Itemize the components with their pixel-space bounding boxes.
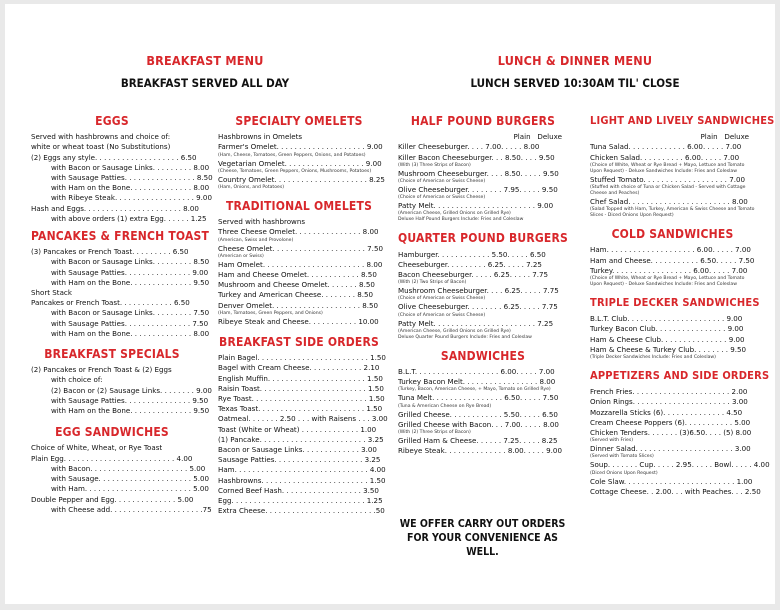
menu-note: (Served with Tomato Slices) [590, 454, 654, 460]
half-pound-section [398, 116, 568, 223]
menu-line: (2) Eggs any style. . . . . . . . . . . . . . . . . . . 6.50 [31, 152, 197, 162]
traditional-omelets-title: TRADITIONAL OMELETS [225, 199, 373, 214]
menu-line: Grilled Ham & Cheese. . . . . . 7.25. . . . . 8.25 [398, 436, 558, 446]
omelets-column [218, 114, 388, 517]
menu-line: Served with hashbrowns and choice of: [31, 132, 171, 142]
menu-line: Country Omelet. . . . . . . . . . . . . . . . . . . . . 8.25 [218, 174, 385, 184]
menu-line: Turkey and American Cheese. . . . . . . . 8.50 [218, 290, 374, 300]
light-items [590, 142, 755, 219]
menu-note: (Ham, Cheese, Tomatoes, Green Peppers, Onions, and Potatoes) [218, 152, 366, 158]
menu-line: Ham and Cheese Omelet. . . . . . . . . . . . 8.50 [218, 270, 377, 280]
menu-note: (With (2) Three Strips of Bacon) [398, 430, 471, 436]
triple-items [590, 314, 755, 361]
menu-line: with Sausage. . . . . . . . . . . . . . . . . . . . . 5.00 [51, 474, 210, 484]
menu-line: Grilled Cheese. . . . . . . . . . . . 5.50. . . . . 6.50 [398, 409, 558, 419]
menu-note: (Salad Topped with Ham, Turkey, American & Swiss Cheese and Tomato Slices - Diced Onions Upon Request) [590, 207, 755, 219]
half-pound-column-header: Plain Deluxe [513, 132, 562, 142]
menu-line: with Ribeye Steak. . . . . . . . . . . . . . . . . . 9.00 [51, 193, 212, 203]
menu-line: Ribeye Steak and Cheese. . . . . . . . . . . 10.00 [218, 316, 379, 326]
menu-note: (Cheese, Tomatoes, Green Peppers, Onions, Mushrooms, Potatoes) [218, 168, 372, 174]
menu-note: (Turkey, Bacon, American Cheese, + Mayo, Tomato on Grilled Rye) [398, 387, 551, 393]
breakfast-column [31, 114, 213, 515]
menu-line: Extra Cheese. . . . . . . . . . . . . . . . . . . . . . . . .50 [218, 506, 385, 516]
sandwiches-items [398, 367, 568, 456]
menu-line: Mushroom and Cheese Omelet. . . . . . . 8.50 [218, 280, 375, 290]
menu-line: Sausage Patties. . . . . . . . . . . . . . . . . . . . 3.25 [218, 455, 381, 465]
menu-line: with Bacon or Sausage Links. . . . . . . . . 7.50 [51, 308, 210, 318]
menu-line: with Cheese add. . . . . . . . . . . . . . . . . . . . .75 [51, 504, 212, 514]
menu-line: Double Pepper and Egg. . . . . . . . . . . . . . 5.00 [31, 494, 194, 504]
carry-out-line-2: FOR YOUR CONVENIENCE AS WELL. [407, 532, 558, 558]
menu-line: Tuna Salad. . . . . . . . . . . . . 6.00. . . . . 7.00 [590, 142, 742, 152]
menu-page [5, 4, 775, 604]
menu-line: with Sausage Patties. . . . . . . . . . . . . . . 9.50 [51, 395, 209, 405]
side-orders-section [218, 335, 388, 516]
burgers-column [398, 116, 568, 456]
menu-line: (3) Pancakes or French Toast. . . . . . . . . 6.50 [31, 247, 189, 257]
menu-line: Grilled Cheese with Bacon. . . 7.00. . . . . 8.00 [398, 419, 559, 429]
side-orders-title: BREAKFAST SIDE ORDERS [219, 335, 379, 350]
menu-note: (Ham, Onions, and Potatoes) [218, 185, 285, 191]
menu-line: Cream Cheese Poppers (6). . . . . . . . . . . 5.00 [590, 417, 751, 427]
menu-line: Killer Cheeseburger. . . . 7.00. . . . . 8.00 [398, 142, 540, 152]
menu-line: with Sausage Patties. . . . . . . . . . . . . . . 7.50 [51, 318, 209, 328]
menu-line: white or wheat toast (No Substitutions) [31, 142, 171, 152]
light-column-header: Plain Deluxe [700, 132, 749, 142]
triple-title: TRIPLE DECKER SANDWICHES [590, 296, 760, 310]
breakfast-served-note: BREAKFAST SERVED ALL DAY [120, 76, 290, 90]
light-title: LIGHT AND LIVELY SANDWICHES [590, 114, 775, 127]
pancakes-items [31, 247, 210, 339]
menu-line: French Fries. . . . . . . . . . . . . . . . . . . . . . 2.00 [590, 387, 748, 397]
menu-line: Cheeseburger. . . . . . . . . 6.25. . . . . 7.25 [398, 259, 542, 269]
menu-note: (Choice of American or Swiss Cheese) [398, 296, 486, 302]
menu-line: Mozzarella Sticks (6). . . . . . . . . . . . . . 4.50 [590, 407, 743, 417]
egg-sandwiches-section [31, 425, 212, 515]
menu-line: Chicken Salad. . . . . . . . . . 6.00. . . . . 7.00 [590, 152, 740, 162]
menu-line: Cheese Omelet. . . . . . . . . . . . . . . . . . . . . 7.50 [218, 243, 383, 253]
sandwiches-title: SANDWICHES [440, 348, 526, 363]
menu-line: B.L.T. Club. . . . . . . . . . . . . . . . . . . . . . 9.00 [590, 314, 743, 324]
menu-line: Turkey Bacon Melt. . . . . . . . . . . . . . . . . 8.00 [398, 377, 556, 387]
menu-line: Choice of White, Wheat, or Rye Toast [31, 443, 163, 453]
menu-line: Onion Rings. . . . . . . . . . . . . . . . . . . . . . 3.00 [590, 397, 748, 407]
traditional-omelets-section [218, 199, 383, 327]
menu-note: (With (2) Two Strips of Bacon) [398, 280, 467, 286]
menu-line: with Ham on the Bone. . . . . . . . . . . . . . 9.50 [51, 277, 210, 287]
menu-line: Short Stack [31, 288, 72, 298]
menu-note: (Tuna & American Cheese on Rye Bread) [398, 403, 492, 409]
menu-line: Cole Slaw. . . . . . . . . . . . . . . . . . . . . . . . . 1.00 [590, 476, 753, 486]
menu-line: Hashbrowns in Omelets [218, 132, 303, 142]
menu-line: with Ham. . . . . . . . . . . . . . . . . . . . . . . . 5.00 [51, 484, 209, 494]
traditional-omelets-items [218, 217, 383, 327]
menu-note: (Choice of White, Wheat or Rye Bread + Mayo, Lettuce and Tomato Upon Request) - Deluxe Sandwiches Include: Fries and Coleslaw [590, 162, 745, 174]
menu-line: with Bacon or Sausage Links. . . . . . . . . 8.00 [51, 162, 210, 172]
carry-out-notice [390, 517, 575, 559]
menu-line: Texas Toast. . . . . . . . . . . . . . . . . . . . . . . . 1.50 [218, 404, 383, 414]
menu-line: Pancakes or French Toast. . . . . . . . . . . . 6.50 [31, 298, 190, 308]
menu-line: Farmer's Omelet. . . . . . . . . . . . . . . . . . . . 9.00 [218, 142, 383, 152]
menu-line: Ham. . . . . . . . . . . . . . . . . . . . . . . . . . . . . . 4.00 [218, 465, 386, 475]
cold-items [590, 245, 755, 288]
lunch-served-note: LUNCH SERVED 10:30AM TIL' CLOSE [470, 76, 680, 90]
menu-line: B.L.T. . . . . . . . . . . . . . . . . . . 6.00. . . . . 7.00 [398, 367, 555, 377]
menu-line: Ham & Cheese & Turkey Club. . . . . . . . 9.50 [590, 344, 747, 354]
menu-line: with choice of: [51, 375, 103, 385]
appetizers-items [590, 387, 770, 497]
menu-line: with Sausage Patties. . . . . . . . . . . . . . . . 8.50 [51, 173, 213, 183]
eggs-title: EGGS [95, 114, 129, 128]
half-pound-items [398, 142, 568, 223]
appetizers-section [590, 369, 770, 497]
menu-line: Mushroom Cheeseburger. . . . 8.50. . . . . 9.50 [398, 168, 559, 178]
menu-line: Bacon or Sausage Links. . . . . . . . . . . . . 3.00 [218, 445, 377, 455]
specialty-omelets-items [218, 132, 385, 191]
lunch-menu-title: LUNCH & DINNER MENU [497, 53, 653, 68]
menu-line: Corned Beef Hash. . . . . . . . . . . . . . . . . . 3.50 [218, 485, 379, 495]
cold-section [590, 229, 755, 288]
menu-line: Olive Cheeseburger. . . . . . . . 6.25. . . . . 7.75 [398, 302, 558, 312]
pancakes-section [31, 229, 210, 339]
menu-line: Rye Toast. . . . . . . . . . . . . . . . . . . . . . . . . . 1.50 [218, 394, 385, 404]
menu-line: Bacon Cheeseburger. . . . . 6.25. . . . . 7.75 [398, 270, 549, 280]
quarter-pound-title: QUARTER POUND BURGERS [398, 231, 568, 246]
menu-note: (Triple Decker Sandwiches Include: Fries and Coleslaw) [590, 355, 716, 361]
menu-line: with Bacon or Sausage Links. . . . . . . . . 8.50 [51, 257, 210, 267]
menu-line: Chef Salad. . . . . . . . . . . . . . . . . . . . . . . 8.00 [590, 197, 748, 207]
menu-note: (Choice of American or Swiss Cheese) [398, 179, 486, 185]
menu-line: Stuffed Tomato. . . . . . . . . . . . . . . . . . . 7.00 [590, 174, 745, 184]
menu-line: with above orders (1) extra Egg. . . . . . 1.25 [51, 213, 207, 223]
menu-note: (With (3) Three Strips of Bacon) [398, 162, 471, 168]
menu-line: Patty Melt. . . . . . . . . . . . . . . . . . . . . . . 9.00 [398, 201, 554, 211]
menu-line: Dinner Salad. . . . . . . . . . . . . . . . . . . . . . 3.00 [590, 444, 751, 454]
menu-line: Ham. . . . . . . . . . . . . . . . . . . . 6.00. . . . . 7.00 [590, 245, 751, 255]
menu-line: Killer Bacon Cheeseburger. . . 8.50. . . . 9.50 [398, 152, 555, 162]
menu-line: Hamburger. . . . . . . . . . . . 5.50. . . . . 6.50 [398, 249, 546, 259]
menu-line: Plain Egg. . . . . . . . . . . . . . . . . . . . . . . . . 4.00 [31, 453, 193, 463]
menu-line: with Ham on the Bone. . . . . . . . . . . . . . 9.50 [51, 406, 210, 416]
quarter-pound-items [398, 250, 568, 341]
menu-note: (Choice of White, Wheat or Rye Bread + Mayo, Lettuce and Tomato Upon Request) - Deluxe Sandwiches Include: Fries and Coleslaw [590, 276, 745, 288]
menu-line: Hash and Eggs. . . . . . . . . . . . . . . . . . . . . . 8.00 [31, 203, 199, 213]
menu-line: (1) Pancake. . . . . . . . . . . . . . . . . . . . . . . . 3.25 [218, 434, 384, 444]
menu-note: Deluxe Half Pound Burgers Include: Fries and Coleslaw [398, 217, 524, 223]
menu-line: Bagel with Cream Cheese. . . . . . . . . . . . 2.10 [218, 363, 380, 373]
menu-line: Served with hashbrowns [218, 217, 306, 227]
menu-note: (American Cheese, Grilled Onions on Grilled Rye) [398, 328, 511, 334]
menu-line: Soup. . . . . . . Cup. . . . . 2.95. . . . . Bowl. . . . . 4.00 [590, 460, 770, 470]
menu-line: Three Cheese Omelet. . . . . . . . . . . . . . . 8.00 [218, 227, 379, 237]
menu-note: (Ham, Tomatoes, Green Peppers, and Onions) [218, 310, 323, 316]
side-orders-items [218, 353, 388, 516]
menu-line: Turkey Bacon Club. . . . . . . . . . . . . . . . 9.00 [590, 324, 744, 334]
menu-note: Deluxe Quarter Pound Burgers Include: Fries and Coleslaw [398, 334, 532, 340]
menu-line: Cottage Cheese. . 2.00. . . with Peaches. . . 2.50 [590, 486, 761, 496]
triple-section [590, 296, 760, 361]
menu-line: Chicken Tenders. . . . . . . (3)6.50. . . . (5) 8.00 [590, 428, 752, 438]
menu-line: Plain Bagel. . . . . . . . . . . . . . . . . . . . . . . . . 1.50 [218, 353, 386, 363]
menu-line: (2) Pancakes or French Toast & (2) Eggs [31, 365, 172, 375]
menu-line: Oatmeal. . . . . . . 2.50 . . . with Raisens . . . 3.00 [218, 414, 388, 424]
light-section [590, 114, 775, 219]
menu-line: with Bacon. . . . . . . . . . . . . . . . . . . . . . 5.00 [51, 463, 206, 473]
eggs-section [31, 114, 213, 224]
menu-note: (Diced Onions Upon Request) [590, 470, 658, 476]
menu-line: Egg. . . . . . . . . . . . . . . . . . . . . . . . . . . . . . 1.25 [218, 496, 383, 506]
menu-line: Toast (White or Wheat) . . . . . . . . . . . . . 1.00 [218, 424, 377, 434]
carry-out-line-1: WE OFFER CARRY OUT ORDERS [399, 518, 566, 530]
menu-note: (American, Swiss and Provolone) [218, 237, 294, 243]
eggs-items [31, 132, 213, 224]
menu-note: (American or Swiss) [218, 253, 264, 259]
menu-note: (Served with Fries) [590, 438, 634, 444]
menu-line: with Sausage Patties. . . . . . . . . . . . . . . 9.00 [51, 267, 209, 277]
appetizers-title: APPETIZERS AND SIDE ORDERS [590, 369, 770, 383]
cold-title: COLD SANDWICHES [611, 227, 734, 242]
specials-items [31, 365, 212, 416]
menu-note: (American Cheese, Grilled Onions on Grilled Rye) [398, 211, 511, 217]
menu-line: Hashbrowns. . . . . . . . . . . . . . . . . . . . . . . . 1.50 [218, 475, 386, 485]
menu-line: Ribeye Steak. . . . . . . . . . . . . . 8.00. . . . . 9.00 [398, 446, 562, 456]
menu-line: Patty Melt. . . . . . . . . . . . . . . . . . . . . . . 7.25 [398, 318, 554, 328]
menu-line: Turkey. . . . . . . . . . . . . . . . . . 6.00. . . . . 7.00 [590, 265, 748, 275]
menu-note: (Choice of American or Swiss Cheese) [398, 312, 486, 318]
egg-sandwiches-title: EGG SANDWICHES [55, 425, 169, 440]
menu-line: Ham & Cheese Club. . . . . . . . . . . . . . . 9.00 [590, 334, 745, 344]
sandwiches-section [398, 348, 568, 457]
menu-line: English Muffin. . . . . . . . . . . . . . . . . . . . . . 1.50 [218, 373, 383, 383]
half-pound-title: HALF POUND BURGERS [410, 114, 556, 128]
menu-line: Mushroom Cheeseburger. . . . 6.25. . . . . 7.75 [398, 286, 559, 296]
menu-line: Ham and Cheese. . . . . . . . . . . 6.50. . . . . 7.50 [590, 255, 755, 265]
menu-line: Vegetarian Omelet. . . . . . . . . . . . . . . . . . 9.00 [218, 158, 382, 168]
menu-line: Denver Omelet. . . . . . . . . . . . . . . . . . . . 8.50 [218, 300, 379, 310]
menu-line: Raisin Toast. . . . . . . . . . . . . . . . . . . . . . . . 1.50 [218, 383, 384, 393]
menu-line: Olive Cheeseburger. . . . . . . . 7.95. . . . . 9.50 [398, 185, 558, 195]
lunch-column [590, 114, 775, 497]
specialty-omelets-section [218, 114, 385, 191]
menu-note: (Stuffed with choice of Tuna or Chicken Salad - Served with Cottage Cheese and Peaches) [590, 185, 746, 197]
menu-line: (2) Bacon or (2) Sausage Links. . . . . . . . 9.00 [51, 385, 212, 395]
pancakes-title: PANCAKES & FRENCH TOAST [31, 229, 210, 244]
specials-title: BREAKFAST SPECIALS [44, 347, 180, 362]
menu-line: with Ham on the Bone. . . . . . . . . . . . . . 8.00 [51, 183, 210, 193]
breakfast-menu-title: BREAKFAST MENU [146, 53, 264, 68]
egg-sandwiches-items [31, 443, 212, 514]
specials-section [31, 347, 212, 416]
menu-line: Ham Omelet. . . . . . . . . . . . . . . . . . . . . . . 8.00 [218, 259, 383, 269]
menu-note: (Choice of American or Swiss Cheese) [398, 195, 486, 201]
specialty-omelets-title: SPECIALTY OMELETS [235, 114, 363, 128]
quarter-pound-section [398, 233, 568, 340]
menu-line: Tuna Melt. . . . . . . . . . . . . . . . 6.50. . . . . 7.50 [398, 393, 559, 403]
menu-line: with Ham on the Bone. . . . . . . . . . . . . . 8.00 [51, 328, 210, 338]
